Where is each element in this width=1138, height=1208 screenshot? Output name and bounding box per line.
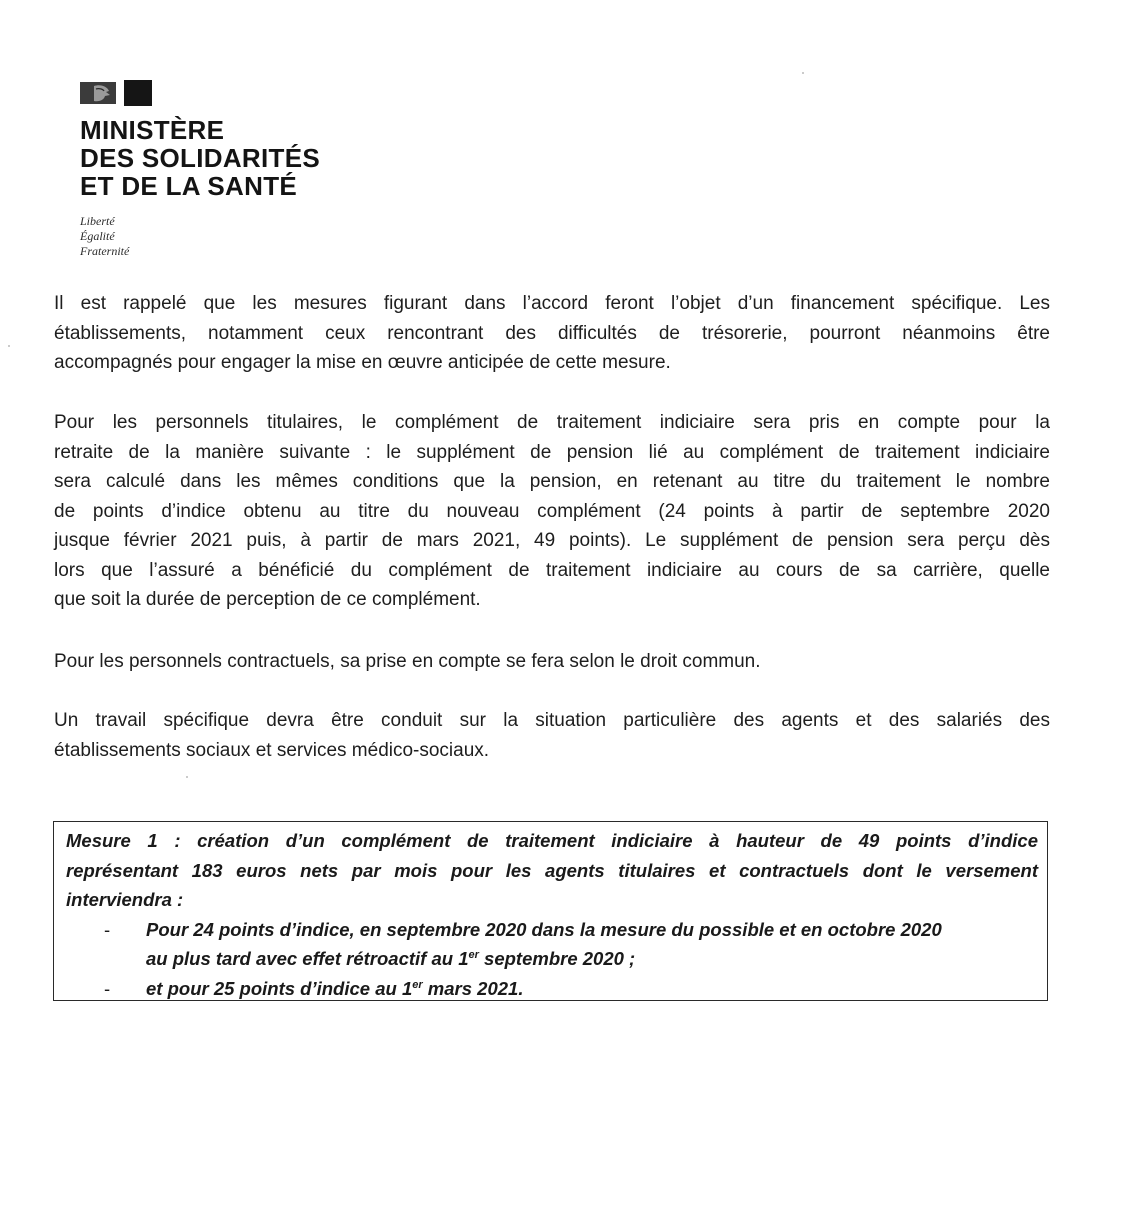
- bullet-dash: -: [104, 977, 111, 999]
- bullet-line: [146, 974, 1038, 1004]
- bullet-text: et pour 25 points d’indice au 1: [146, 977, 413, 999]
- text-line: établissements, notamment ceux rencontrant des difficultés de trésorerie, pourront néanmoins être: [54, 322, 1050, 344]
- ministry-name-line: ET DE LA SANTÉ: [80, 171, 298, 201]
- ministry-name-line: MINISTÈRE: [80, 115, 225, 145]
- bullet-text: au plus tard avec effet rétroactif au 1: [146, 948, 469, 969]
- motto-fraternite: Fraternité: [80, 244, 130, 258]
- text-line: lors que l’assuré a bénéficié du complément de traitement indiciaire au cours de sa carrière, quelle: [54, 559, 1050, 581]
- motto-liberte: Liberté: [80, 214, 115, 228]
- bullet-text: mars 2021.: [422, 977, 524, 999]
- ordinal-superscript: er: [468, 949, 479, 961]
- text-line: accompagnés pour engager la mise en œuvre anticipée de cette mesure.: [54, 352, 671, 373]
- text-line: de points d’indice obtenu au titre du nouveau complément (24 points à partir de septembre 2020: [54, 500, 1050, 522]
- paragraph-financing: [54, 289, 1050, 378]
- measure-content: [66, 826, 1038, 1003]
- scan-speck: [8, 345, 10, 347]
- text-line: Pour les personnels titulaires, le complément de traitement indiciaire sera pris en compte pour la: [54, 412, 1050, 433]
- ministry-name: [80, 116, 320, 200]
- text-line: jusque février 2021 puis, à partir de mars 2021, 49 points). Le supplément de pension sera perçu dès: [54, 530, 1050, 551]
- text-line: Pour les personnels contractuels, sa prise en compte se fera selon le droit commun.: [54, 651, 761, 672]
- bullet-text: septembre 2020 ;: [478, 948, 636, 969]
- ministry-name-line: DES SOLIDARITÉS: [80, 143, 320, 173]
- marianne-emblem-icon: [80, 78, 320, 106]
- bullet-dash: -: [104, 918, 111, 940]
- scan-speck: [186, 776, 188, 778]
- bullet-line: Pour 24 points d’indice, en septembre 2020 dans la mesure du possible et en octobre 2020: [146, 918, 942, 940]
- text-line: que soit la durée de perception de ce complément.: [54, 589, 481, 610]
- scan-speck: [802, 72, 804, 74]
- measure-line: interviendra :: [66, 889, 184, 910]
- measure-bullet-2: [66, 974, 1038, 1004]
- bullet-line: [146, 944, 1038, 974]
- text-line: établissements sociaux et services médico-sociaux.: [54, 739, 490, 761]
- paragraph-retirement: [54, 408, 1050, 615]
- text-line: Un travail spécifique devra être conduit sur la situation particulière des agents et des salariés des: [54, 710, 1050, 731]
- measure-line: Mesure 1 : création d’un complément de traitement indiciaire à hauteur de 49 points d’indice: [66, 830, 1038, 851]
- republic-motto: [80, 214, 320, 259]
- text-line: sera calculé dans les mêmes conditions que la pension, en retenant au titre du traitement le nombre: [54, 471, 1050, 492]
- paragraph-specific-work: [54, 706, 1050, 765]
- ordinal-superscript: er: [412, 978, 423, 991]
- ministry-logo: [80, 78, 320, 259]
- text-line: Il est rappelé que les mesures figurant dans l’accord feront l’objet d’un financement spécifique. Les: [54, 293, 1050, 314]
- measure-line: représentant 183 euros nets par mois pour les agents titulaires et contractuels dont le versement: [66, 859, 1038, 881]
- measure-bullet-1: [66, 915, 1038, 974]
- text-line: retraite de la manière suivante : le supplément de pension lié au complément de traitement indiciaire: [54, 441, 1050, 463]
- measure-box: [53, 821, 1048, 1001]
- paragraph-contractuels: [54, 647, 1050, 677]
- motto-egalite: Égalité: [80, 229, 115, 243]
